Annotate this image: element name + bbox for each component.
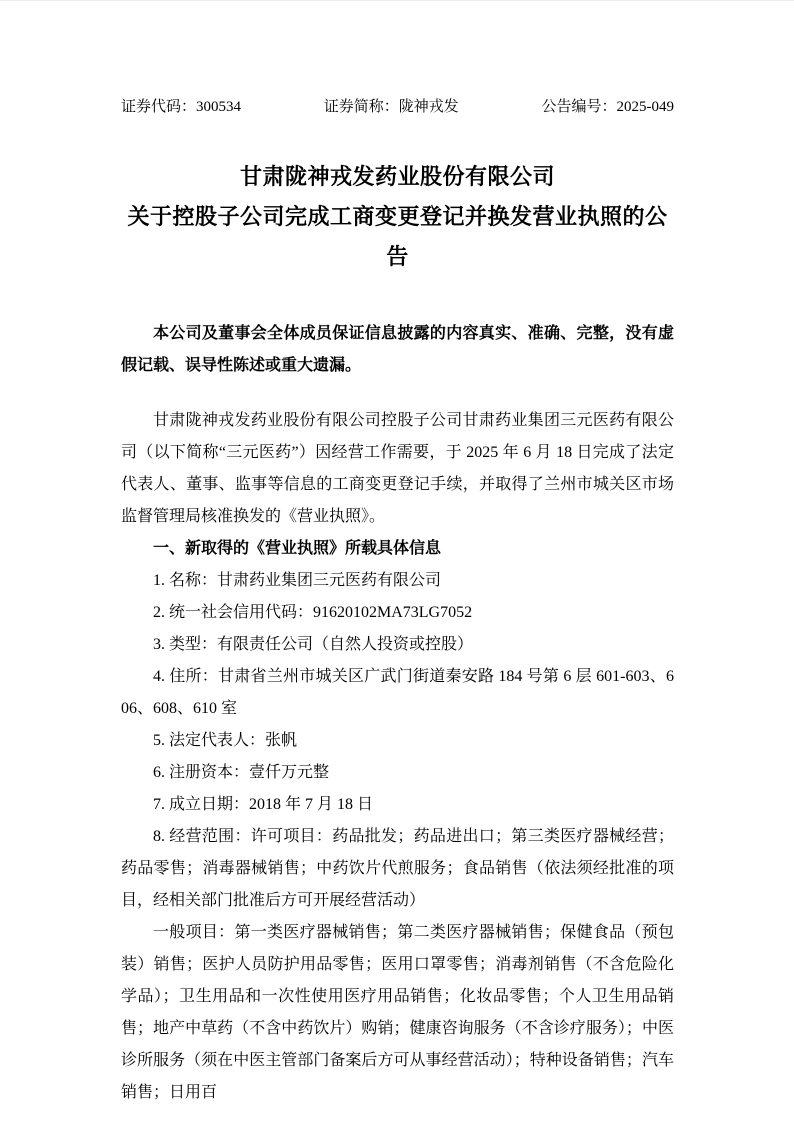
license-item-business-scope-licensed: 8. 经营范围：许可项目：药品批发；药品进出口；第三类医疗器械经营；药品零售；消毒器械销售；中药饮片代煎服务；食品销售（依法须经批准的项目，经相关部门批准后方可开展经营活动）: [121, 828, 674, 909]
stock-abbr: 证券简称：陇神戎发: [323, 99, 459, 115]
license-item-type: 3. 类型：有限责任公司（自然人投资或控股）: [153, 636, 474, 653]
license-item-address: 4. 住所：甘肃省兰州市城关区广武门街道秦安路 184 号第 6 层 601-603、606、608、610 室: [121, 668, 674, 717]
document-content: [121, 97, 674, 1109]
license-item-name: 1. 名称：甘肃药业集团三元医药有限公司: [153, 572, 442, 589]
section-heading: 一、新取得的《营业执照》所载具体信息: [153, 540, 442, 557]
license-item-registered-capital: 6. 注册资本：壹仟万元整: [153, 764, 330, 781]
company-title: 甘肃陇神戎发药业股份有限公司: [239, 164, 555, 189]
intro-paragraph: 甘肃陇神戎发药业股份有限公司控股子公司甘肃药业集团三元医药有限公司（以下简称“三元医药”）因经营工作需要，于 2025 年 6 月 18 日完成了法定代表人、董事、监事等信息的工商变更登记手续，并取得了兰州市城关区市场监督管理局核准换发的《营业执照》。: [121, 412, 674, 525]
stock-code: 证券代码：300534: [121, 99, 242, 115]
announcement-title: 关于控股子公司完成工商变更登记并换发营业执照的公告: [127, 204, 668, 269]
disclaimer-paragraph: 本公司及董事会全体成员保证信息披露的内容真实、准确、完整，没有虚假记载、误导性陈述或重大遗漏。: [121, 325, 674, 374]
license-item-credit-code: 2. 统一社会信用代码：91620102MA73LG7052: [153, 604, 473, 621]
license-item-legal-representative: 5. 法定代表人：张帆: [153, 732, 298, 749]
business-scope-general-paragraph: 一般项目：第一类医疗器械销售；第二类医疗器械销售；保健食品（预包装）销售；医护人员防护用品零售；医用口罩零售；消毒剂销售（不含危险化学品）；卫生用品和一次性使用医疗用品销售；化妆品零售；个人卫生用品销售；地产中草药（不含中药饮片）购销；健康咨询服务（不含诊疗服务）；中医诊所服务（须在中医主管部门备案后方可从事经营活动）；特种设备销售；汽车销售；日用百: [121, 924, 674, 1101]
license-item-establishment-date: 7. 成立日期：2018 年 7 月 18 日: [153, 796, 374, 813]
document-header: [121, 97, 674, 117]
announcement-number: 公告编号：2025-049: [541, 99, 674, 115]
